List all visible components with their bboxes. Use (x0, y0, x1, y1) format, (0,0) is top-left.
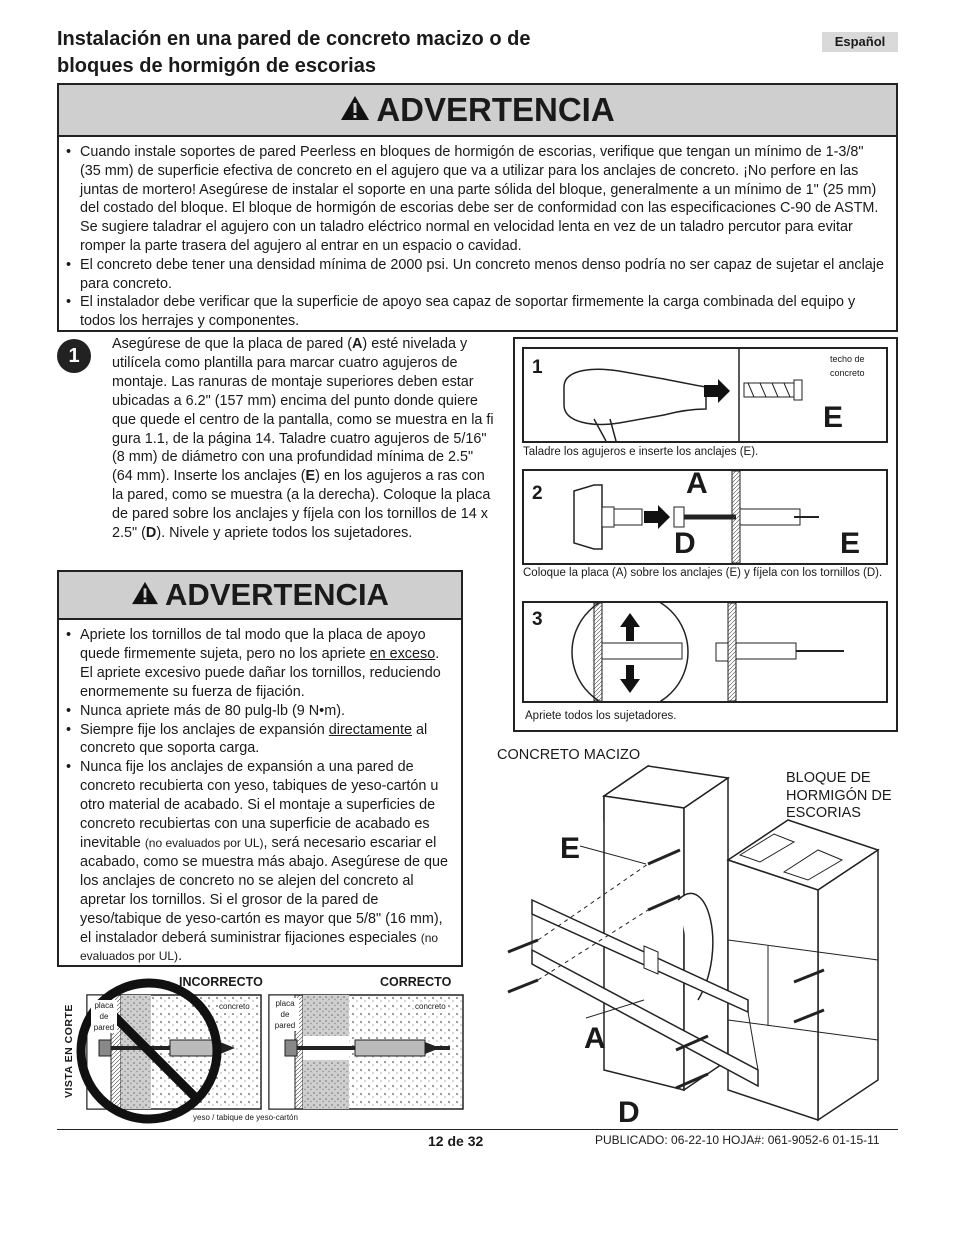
wall-mount-diagram (478, 750, 898, 1130)
warning-bullet: • Apriete los tornillos de tal modo que la placa de apoyo quede firmemente sujeta, pero no los apriete en exceso. El apriete excesivo puede dañar los tornillos, reduciendo enormemente su fuerza de fijación. (61, 626, 455, 702)
warning-box-bottom (57, 570, 463, 967)
figure-panel-2 (522, 469, 888, 565)
anchor-letter-e: E (840, 527, 861, 560)
warning-heading: ADVERTENCIA (165, 577, 389, 612)
concrete-label: concreto (415, 1002, 446, 1011)
title-line-1: Instalación en una pared de concreto macizo o de (57, 28, 531, 50)
warning-list (59, 137, 896, 331)
panel-3-caption: Apriete todos los sujetadores. (525, 710, 677, 722)
anchor-letter-e: E (560, 832, 581, 865)
correct-label: CORRECTO (380, 975, 452, 989)
page-number: 12 de 32 (428, 1133, 484, 1149)
incorrect-label: INCORRECTO (179, 975, 263, 989)
panel-number: 1 (532, 357, 543, 378)
concrete-label: concreto (219, 1002, 250, 1011)
screw-letter-d: D (618, 1096, 640, 1129)
step-number-badge: 1 (57, 339, 91, 373)
section-view (55, 972, 465, 1132)
warning-header (59, 85, 896, 137)
warning-bullet: • El concreto debe tener una densidad mínima de 2000 psi. Un concreto menos denso podría no ser capaz de sujetar el anclaje para concreto. (61, 256, 886, 294)
page-title (57, 26, 657, 80)
language-badge: Español (822, 32, 898, 52)
figure-panel-1 (522, 347, 888, 443)
warning-box-top (57, 83, 898, 332)
drywall-label: yeso / tabique de yeso-cartón (193, 1113, 298, 1122)
wall-plate-label: placa de pared (91, 1000, 117, 1033)
warning-triangle-icon (340, 91, 370, 129)
plate-letter-a: A (584, 1022, 606, 1055)
side-label: VISTA EN CORTE (63, 1004, 75, 1098)
ceiling-label: techo de concreto (830, 354, 865, 378)
warning-bullet: • Siempre fije los anclajes de expansión directamente al concreto que soporta carga. (61, 721, 455, 759)
warning-bullet: • Cuando instale soportes de pared Peerless en bloques de hormigón de escorias, verifique que tengan un mínimo de 1-3/8" (35 mm) de superficie efectiva de concreto en el agujero que va a utilizar para los anclajes de concreto. ¡No perfore en las juntas de mortero! Asegúrese de instalar el soporte en una parte sólida del bloque, generalmente a un mínimo de 1" (25 mm) del costado del bloque. El bloque de hormigón de escorias debe ser de conformidad con las especificaciones C-90 de ASTM. Se sugiere taladrar el agujero con un taladro eléctrico normal en velocidad lenta en vez de un taladro percutor para evitar romper la parte trasera del agujero al entrar en un espacio o cavidad. (61, 143, 886, 256)
wall-plate-label: placa de pared (271, 998, 299, 1031)
solid-concrete-label: CONCRETO MACIZO (497, 747, 641, 763)
figure-panel-3 (522, 601, 888, 703)
warning-heading: ADVERTENCIA (376, 91, 615, 128)
warning-list (59, 620, 461, 966)
panel-number: 3 (532, 609, 543, 630)
installation-figure (513, 337, 898, 732)
warning-bullet: • El instalador debe verificar que la superficie de apoyo sea capaz de soportar firmemente la carga combinada del equipo y todos los herrajes y componentes. (61, 293, 886, 331)
panel-1-caption: Taladre los agujeros e inserte los anclajes (E). (523, 446, 759, 458)
cinder-block-label: BLOQUE DE HORMIGÓN DE ESCORIAS (786, 770, 892, 821)
warning-bullet: • Nunca apriete más de 80 pulg-lb (9 N•m). (61, 702, 455, 721)
screw-letter-d: D (674, 527, 696, 560)
panel-2-caption: Coloque la placa (A) sobre los anclajes (E) y fíjela con los tornillos (D). (523, 567, 883, 579)
plate-letter-a: A (686, 467, 708, 500)
warning-bullet: • Nunca fije los anclajes de expansión a una pared de concreto recubierta con yeso, tabiques de yeso-cartón u otro material de acabado. Si el montaje a superficies de concreto recubiertas con una superficie de acabado es inevitable (no evaluados por UL), será necesario escariar el acabado, como se muestra más abajo. Asegúrese de que los anclajes de concreto no se alejen del concreto al apretar los tornillos. Si el grosor de la pared de yeso/tabique de yeso-cartón es mayor que 5/8" (16 mm), el instalador deberá suministrar fijaciones especiales (no evaluados por UL). (61, 758, 455, 966)
tighten-illustration (524, 603, 886, 701)
footer-divider (57, 1129, 898, 1130)
step-1-text: Asegúrese de que la placa de pared (A) esté nivelada y utilícela como plantilla para marcar cuatro agujeros de montaje. Las ranuras de montaje superiores deben estar ubicadas a 6.2" (157 mm) encima del punto donde quiere que quede el centro de la pantalla, como se muestra en la fi gura 1.1, de la página 14. Taladre cuatro agujeros de 5/16" (8 mm) de diámetro con una profundidad mínima de 2.5" (64 mm). Inserte los anclajes (E) en los agujeros a ras con la pared, como se muestra (a la derecha). Coloque la placa de pared sobre los anclajes y fíjela con los tornillos de 14 x 2.5" (D). Nivele y apriete todos los sujetadores. (112, 336, 494, 542)
anchor-letter-e: E (823, 401, 844, 434)
publication-info: PUBLICADO: 06-22-10 HOJA#: 061-9052-6 01-15-11 (595, 1133, 880, 1147)
section-view-illustration (55, 972, 465, 1132)
title-line-2: bloques de hormigón de escorias (57, 55, 376, 77)
warning-triangle-icon (131, 577, 159, 613)
warning-header (59, 572, 461, 620)
panel-number: 2 (532, 483, 543, 504)
